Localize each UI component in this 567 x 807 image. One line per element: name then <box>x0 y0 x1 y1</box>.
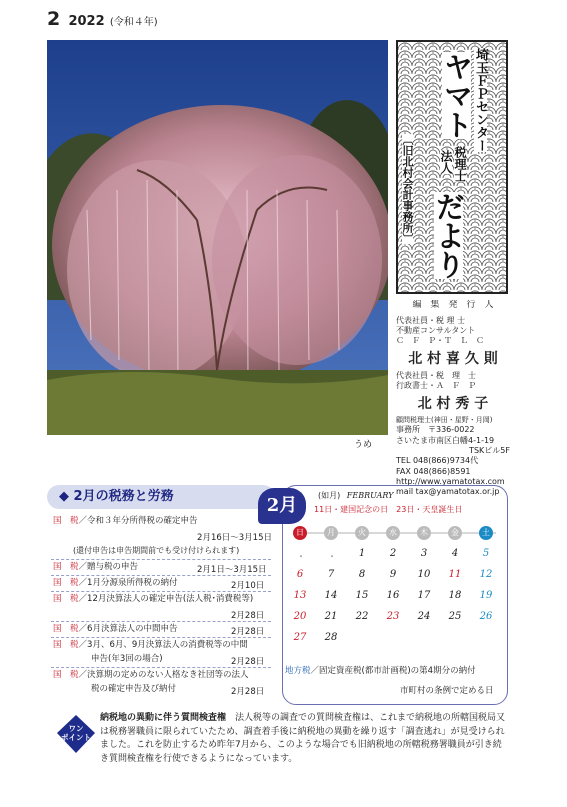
issue-number: 2 <box>47 8 61 30</box>
calendar-day: 6 <box>296 569 304 580</box>
tax-date: 2月28日 <box>231 687 265 697</box>
calendar-holidays: 11日・建国記念の日 23日・天皇誕生日 <box>314 505 463 514</box>
calendar-grid <box>284 526 506 646</box>
tel: TEL 048(866)9734代 <box>396 456 479 466</box>
tax-category: 国 税 <box>53 594 79 604</box>
tax-category: 国 税 <box>53 516 79 526</box>
publisher-block <box>396 300 510 498</box>
email-link[interactable]: mail tax@yamatotax.or.jp <box>396 487 500 497</box>
weekday-header: 金 <box>448 526 462 540</box>
tax-text: 3月、6月、9月決算法人の消費税等の中間 <box>87 640 248 650</box>
advisor: 顧問税理士(神田・星野・月岡) <box>396 416 493 425</box>
divider <box>51 559 271 560</box>
photo-caption: うめ <box>354 440 373 450</box>
tax-note: (還付申告は申告期間前でも受け付けられます) <box>73 546 240 555</box>
calendar-day: 23 <box>386 611 400 622</box>
weekday-header: 日 <box>293 526 307 540</box>
calendar-day: 14 <box>324 590 338 601</box>
calendar-day: 20 <box>293 611 307 622</box>
calendar-day: 12 <box>479 569 493 580</box>
calendar-day: 21 <box>324 611 338 622</box>
rep2-title2: 行政書士・Ａ Ｆ Ｐ <box>396 381 476 391</box>
masthead-line5: 〔旧北村会計事務所〕 <box>401 134 414 244</box>
tax-item: 国 税／12月決算法人の確定申告(法人税･消費税等) <box>53 594 254 604</box>
tax-title-text: 2月の税務と労務 <box>73 489 174 504</box>
tax-text: 6月決算法人の中間申告 <box>87 624 178 634</box>
badge-line1: ワン <box>68 724 84 733</box>
tax-date: 2月28日 <box>231 611 265 621</box>
tax-date: 2月28日 <box>231 657 265 667</box>
calendar-day: 1 <box>358 548 366 559</box>
tax-date: 2月28日 <box>231 627 265 637</box>
divider <box>51 637 271 638</box>
tax-category: 国 税 <box>53 624 79 634</box>
website-link[interactable]: http://www.yamatotax.com <box>396 477 505 487</box>
calendar-day: 3 <box>420 548 428 559</box>
tax-item: 国 税／6月決算法人の中間申告 <box>53 624 178 634</box>
tax-category: 国 税 <box>53 562 79 572</box>
calendar-day: 24 <box>417 611 431 622</box>
calendar-day: ・ <box>295 552 305 563</box>
tax-date: 2月16日～3月15日 <box>197 533 272 543</box>
address-line2: さいたま市南区白幡4-1-19 <box>396 435 495 445</box>
rep1-name: 北 村 喜 久 則 <box>408 350 498 367</box>
note-heading: 納税地の異動に伴う質問検査権 <box>100 713 227 723</box>
calendar-day: ・ <box>326 552 336 563</box>
calendar-day: 19 <box>479 590 493 601</box>
tax-text-cont: 税の確定申告及び納付 <box>91 684 177 694</box>
issue-era: (令和４年) <box>109 17 158 28</box>
badge-line2: ポイント <box>61 733 91 742</box>
calendar-day: 15 <box>355 590 369 601</box>
tax-category: 国 税 <box>53 670 79 680</box>
calendar-english-month: FEBRUARY <box>346 491 394 500</box>
tax-item: 国 税／令和３年分所得税の確定申告 <box>53 516 198 526</box>
divider <box>51 575 271 576</box>
calendar-day: 5 <box>482 548 490 559</box>
masthead-line3b: 法人 <box>439 150 453 174</box>
tax-item: 国 税／決算期の定めのない人格なき社団等の法人 <box>53 670 249 680</box>
fax: FAX 048(866)8591 <box>396 466 471 476</box>
tax-item: 国 税／1月分源泉所得税の納付 <box>53 578 178 588</box>
calendar-kisaragi: (如月) <box>318 491 341 500</box>
rep2-name: 北 村 秀 子 <box>417 395 489 412</box>
calendar-day: 4 <box>451 548 459 559</box>
tax-text: 12月決算法人の確定申告(法人税･消費税等) <box>87 594 254 604</box>
diamond-icon: ◆ <box>59 489 69 504</box>
calendar-day: 9 <box>389 569 397 580</box>
rep1-title1: 代表社員・税 理 士 <box>396 315 466 325</box>
masthead-line1: 埼玉ＦＰセンター <box>473 48 488 152</box>
tax-item: 国 税／3月、6月、9月決算法人の消費税等の中間 <box>53 640 248 650</box>
tax-category: 国 税 <box>53 640 79 650</box>
weekday-header: 水 <box>386 526 400 540</box>
tax-section-title <box>47 485 275 509</box>
calendar-day: 10 <box>417 569 431 580</box>
masthead-line3a: 税理士 <box>453 146 467 182</box>
tax-text: 贈与税の申告 <box>87 562 139 572</box>
tax-date: 2月1日～3月15日 <box>197 565 267 575</box>
address-line1: 事務所 〒336-0022 <box>396 425 475 435</box>
divider <box>51 591 271 592</box>
tax-text: 1月分源泉所得税の納付 <box>87 578 178 588</box>
rep1-title3: Ｃ Ｆ Ｐ・Ｔ Ｌ Ｃ <box>396 336 484 346</box>
masthead <box>396 40 508 294</box>
publisher-label: 編 集 発 行 人 <box>412 300 494 310</box>
local-tax-note: 市町村の条例で定める日 <box>400 686 494 696</box>
weekday-header: 木 <box>417 526 431 540</box>
tax-item: 国 税／贈与税の申告 <box>53 562 139 572</box>
one-point-badge <box>53 713 99 755</box>
divider <box>51 621 271 622</box>
tax-category: 国 税 <box>53 578 79 588</box>
plum-blossom-photo <box>47 40 388 435</box>
calendar-day: 22 <box>355 611 369 622</box>
calendar-day: 8 <box>358 569 366 580</box>
calendar-day: 16 <box>386 590 400 601</box>
weekday-header: 土 <box>479 526 493 540</box>
tax-text: 決算期の定めのない人格なき社団等の法人 <box>87 670 249 680</box>
calendar-day: 27 <box>293 632 307 643</box>
calendar-day: 18 <box>448 590 462 601</box>
local-tax-text: 固定資産税(都市計画税)の第4期分の納付 <box>319 666 476 676</box>
tax-date: 2月10日 <box>231 581 265 591</box>
calendar-day: 7 <box>327 569 335 580</box>
calendar-day: 28 <box>324 632 338 643</box>
local-tax-item: 地方税／固定資産税(都市計画税)の第4期分の納付 <box>285 666 476 676</box>
address-line3: TSKビル5F <box>469 445 510 455</box>
masthead-line2: ヤマト <box>440 52 474 139</box>
tax-text-cont: 申告(年3回の場合) <box>91 654 163 664</box>
calendar-day: 17 <box>417 590 431 601</box>
issue-year: 2022 <box>68 14 105 29</box>
issue-header <box>47 8 158 30</box>
tax-text: 令和３年分所得税の確定申告 <box>87 516 198 526</box>
weekday-header: 月 <box>324 526 338 540</box>
calendar-day: 13 <box>293 590 307 601</box>
calendar-header <box>318 490 393 501</box>
calendar-month-badge: 2月 <box>258 488 306 524</box>
divider <box>51 667 271 668</box>
rep1-title2: 不動産コンサルタント <box>396 326 476 336</box>
masthead-line4: だより <box>432 192 466 279</box>
calendar-day: 26 <box>479 611 493 622</box>
one-point-note <box>100 712 510 766</box>
note-body: 法人税等の調査での質問検査権は、これまで納税地の所轄国税局又は税務署職員に限られていたため、調査着手後に納税地の異動を繰り返す「調査逃れ」が見受けられました。これを防止するため昨年7月から、このような場合でも旧納税地の所轄税務署職員が引き続き質問検査権を行使できるようになっています。 <box>100 713 506 764</box>
calendar-day: 25 <box>448 611 462 622</box>
weekday-header: 火 <box>355 526 369 540</box>
local-tax-category: 地方税 <box>285 666 311 676</box>
calendar-day: 11 <box>448 569 462 580</box>
calendar-day: 2 <box>389 548 397 559</box>
rep2-title1: 代表社員・税 理 士 <box>396 371 476 381</box>
